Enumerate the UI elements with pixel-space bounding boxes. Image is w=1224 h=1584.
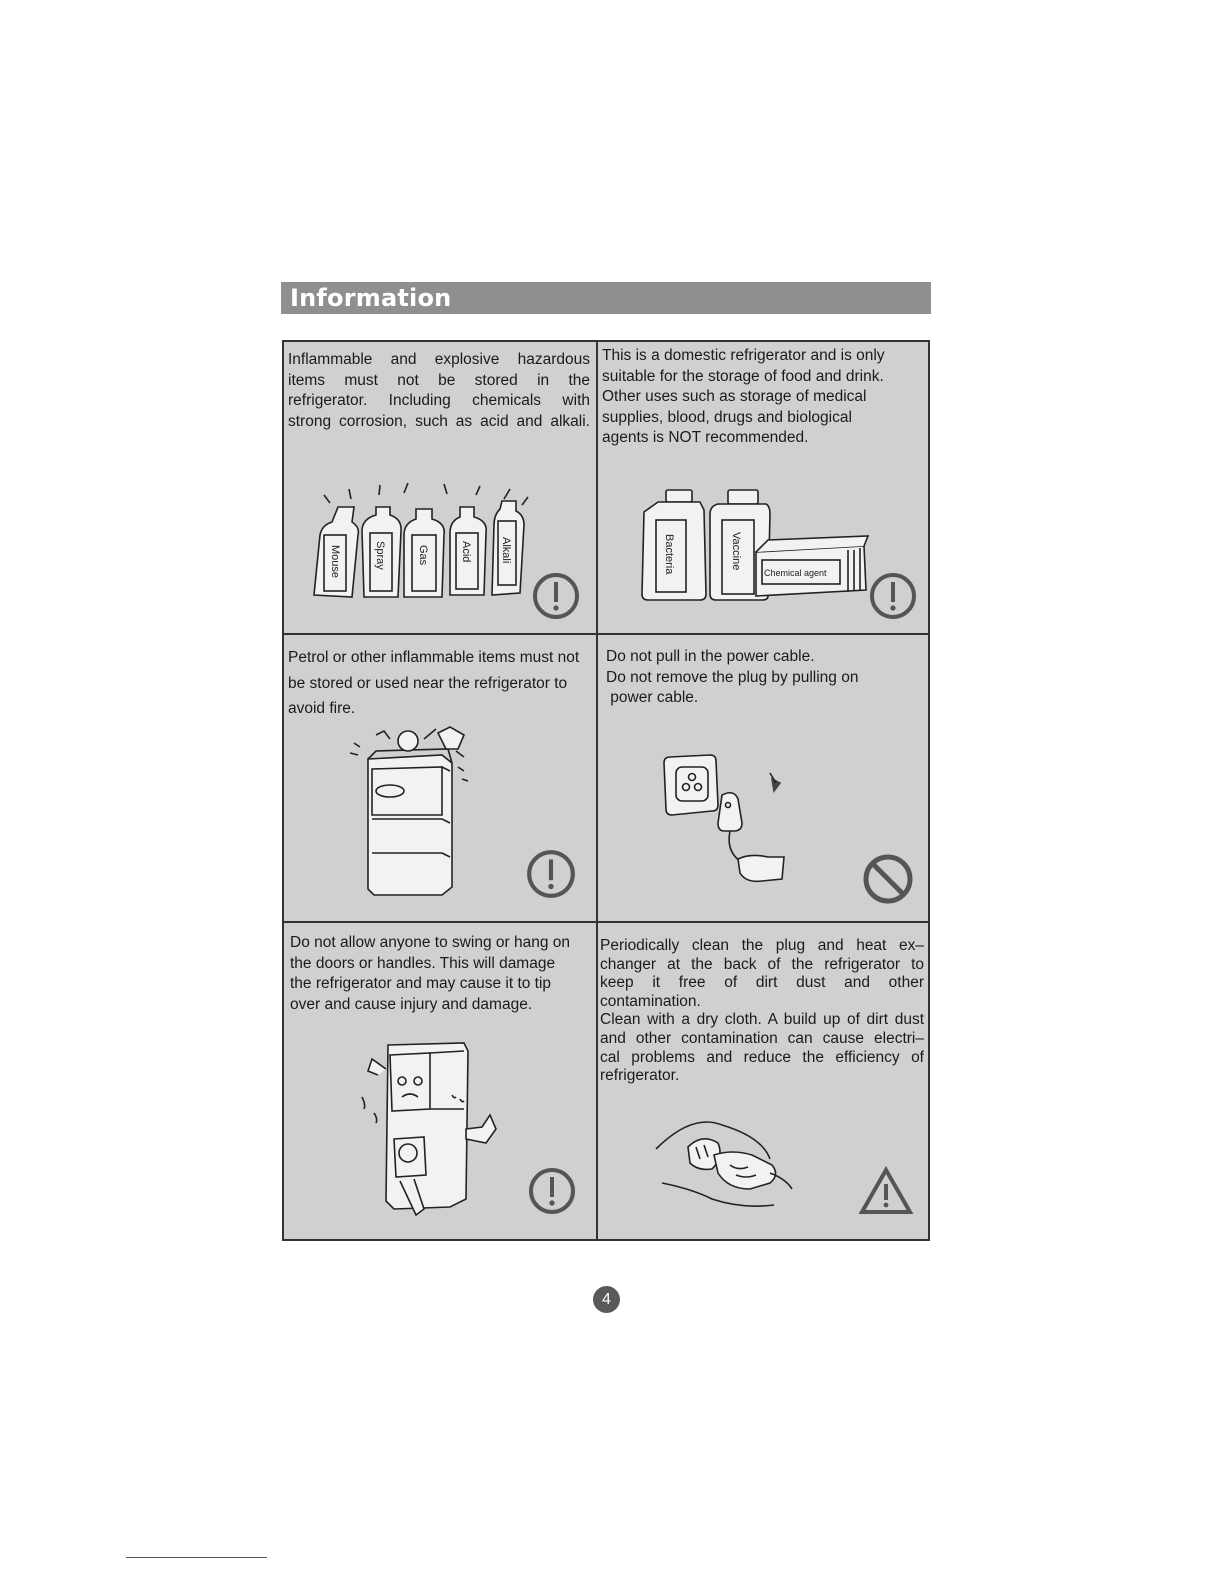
exclamation-icon: [531, 571, 581, 621]
fridge-fire-illustration: [346, 723, 476, 903]
text-line: This is a domestic refrigerator and is only: [602, 347, 885, 364]
text-line: and other contamination can cause electri–: [600, 1029, 924, 1047]
section-header: [281, 282, 931, 314]
text-line: Do not remove the plug by pulling on: [606, 668, 859, 686]
exclamation-icon: [527, 1166, 577, 1216]
medical-supplies-illustration: [638, 484, 878, 606]
prohibited-icon: [862, 853, 914, 905]
page-number: 4: [593, 1286, 620, 1313]
cell-text: [288, 350, 590, 432]
text-line: Petrol or other inflammable items must not: [288, 649, 580, 666]
exclamation-icon: [868, 571, 918, 621]
text-line: refrigerator.: [600, 1067, 680, 1085]
text-line: over and cause injury and damage.: [290, 995, 533, 1013]
text-line: refrigerator. Including chemicals with: [288, 392, 590, 410]
text-line: Periodically clean the plug and heat ex–: [600, 937, 924, 954]
bottle-label: Mouse: [329, 545, 341, 579]
unplug-illustration: [658, 753, 818, 893]
chemical-bottles-illustration: [304, 477, 534, 602]
text-line: Do not allow anyone to swing or hang on: [290, 934, 571, 951]
text-line: changer at the back of the refrigerator to: [600, 955, 924, 973]
text-line: Inflammable and explosive hazardous: [288, 351, 590, 368]
bottle-label: Acid: [460, 541, 472, 563]
bottle-label: Vaccine: [730, 532, 742, 571]
cell-text: [288, 645, 594, 722]
information-grid: [282, 340, 930, 1241]
cell-power-cable: [598, 635, 928, 921]
text-line: supplies, blood, drugs and biological: [602, 408, 852, 426]
text-line: contamination.: [600, 992, 701, 1010]
bottle-label: Gas: [417, 545, 429, 566]
bottle-label: Spray: [374, 541, 386, 570]
text-line: avoid fire.: [288, 700, 356, 717]
text-line: suitable for the storage of food and drink.: [602, 367, 884, 385]
exclamation-icon: [525, 848, 577, 900]
child-on-door-illustration: [360, 1039, 500, 1224]
text-line: Do not pull in the power cable.: [606, 648, 815, 665]
text-line: the refrigerator and may cause it to tip: [290, 975, 552, 993]
text-line: Clean with a dry cloth. A build up of dirt dust: [600, 1011, 924, 1029]
text-line: Other uses such as storage of medical: [602, 388, 867, 406]
page-title: Information: [290, 284, 452, 312]
text-line: strong corrosion, such as acid and alkali.: [288, 412, 590, 430]
text-line: items must not be stored in the: [288, 371, 590, 389]
text-line: the doors or handles. This will damage: [290, 954, 556, 972]
cell-text: [606, 647, 924, 709]
cleaning-plug-illustration: [652, 1109, 822, 1219]
cell-cleaning: [598, 923, 928, 1239]
cell-flammable-items: [284, 635, 596, 921]
text-line: keep it free of dirt dust and other: [600, 974, 924, 992]
text-line: power cable.: [606, 689, 699, 707]
box-label: Chemical agent: [764, 568, 827, 578]
cell-hazardous-items: [284, 342, 596, 633]
bottle-label: Bacteria: [663, 534, 675, 575]
warning-triangle-icon: [858, 1166, 914, 1216]
cell-text: [602, 346, 924, 449]
text-line: cal problems and reduce the efficiency of: [600, 1048, 924, 1066]
footer-rule: [126, 1557, 267, 1558]
cell-door-swing: [284, 923, 596, 1239]
cell-text: [290, 933, 594, 1015]
cell-domestic-use: [598, 342, 928, 633]
cell-text: [600, 937, 924, 1086]
text-line: agents is NOT recommended.: [602, 429, 809, 447]
bottle-label: Alkali: [500, 537, 512, 564]
text-line: be stored or used near the refrigerator to: [288, 674, 568, 692]
